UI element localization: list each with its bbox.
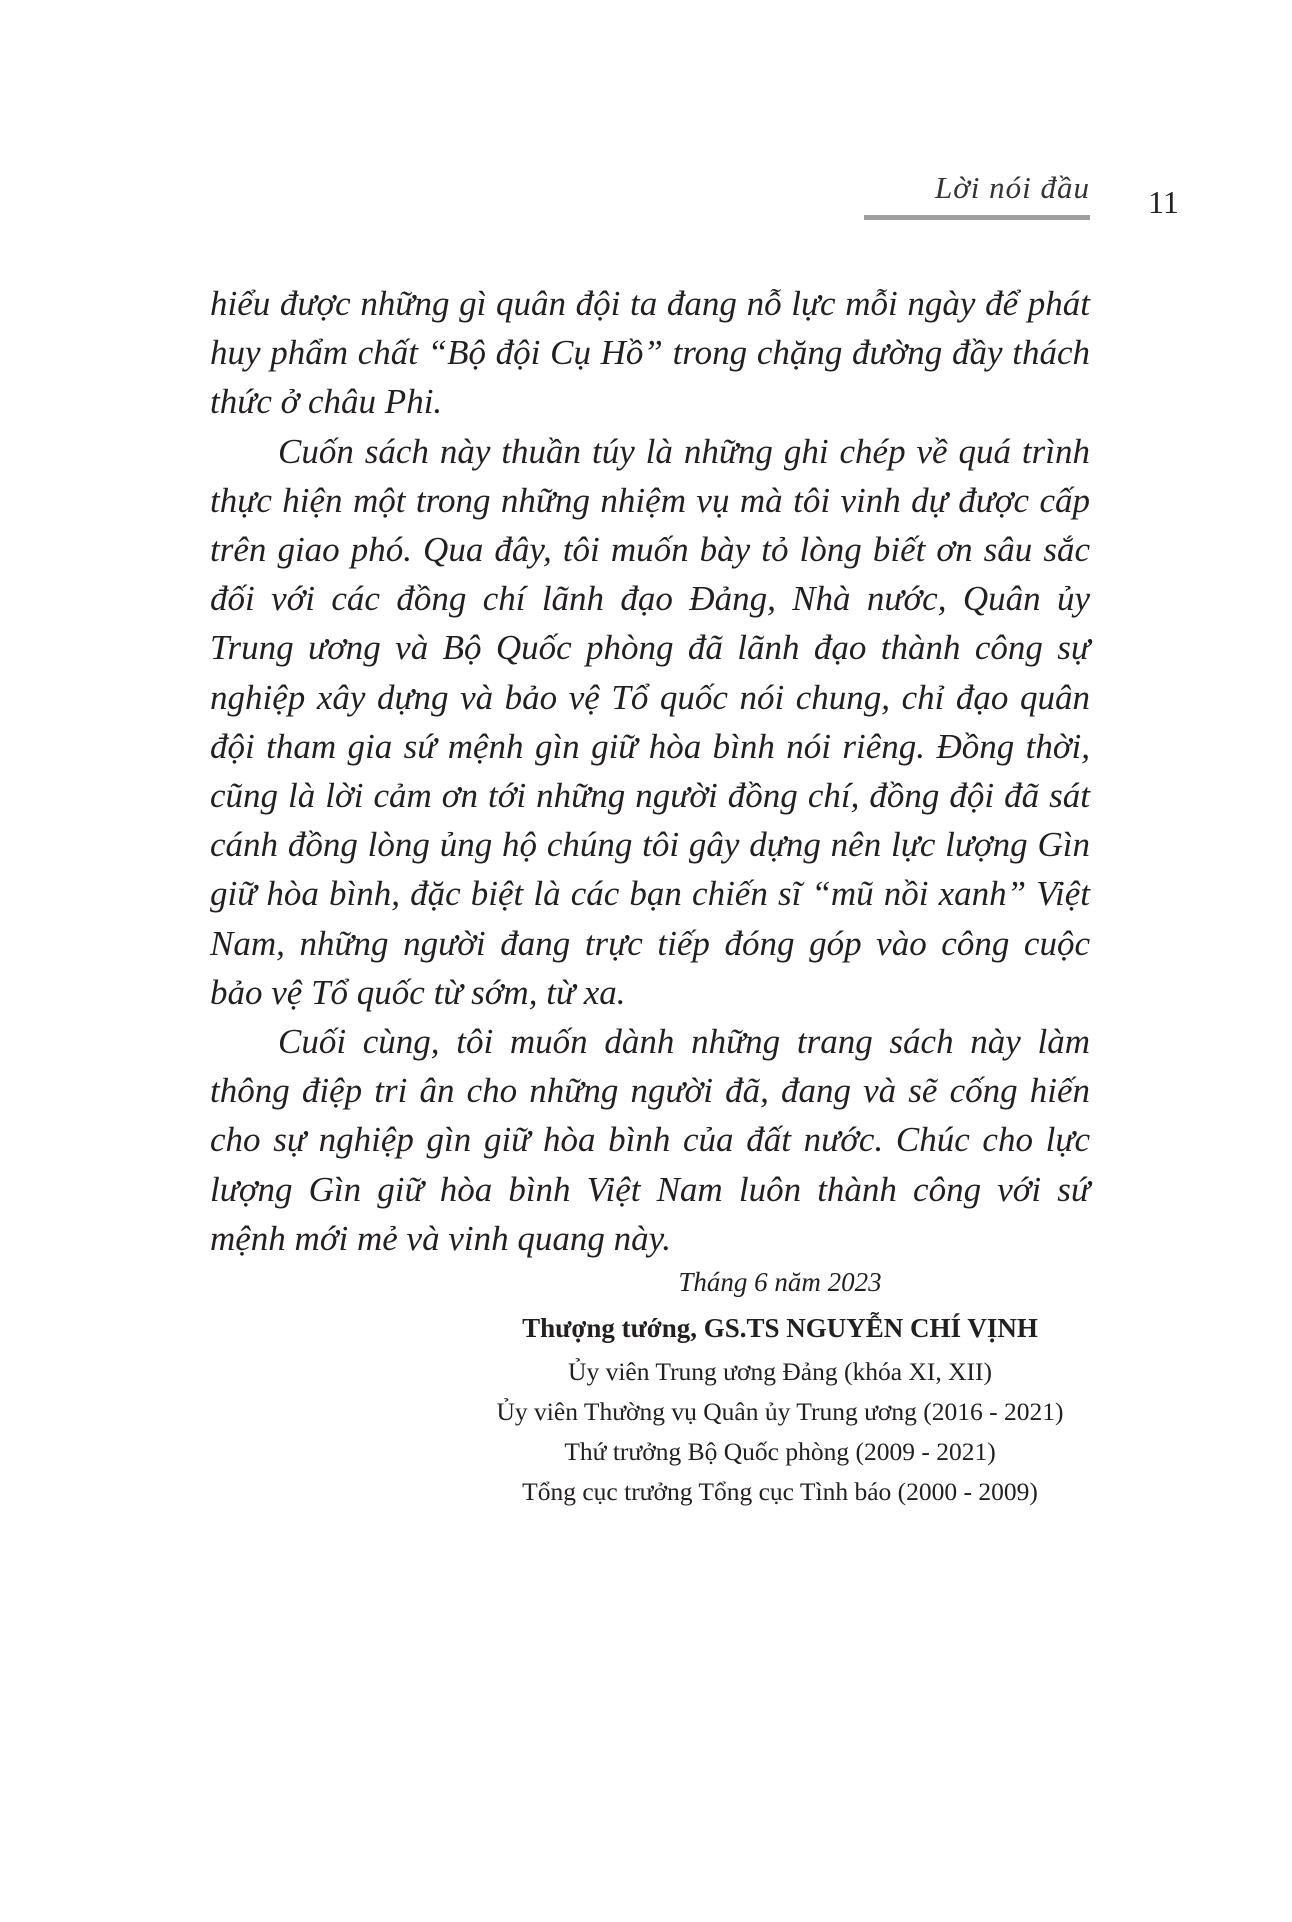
body-text	[210, 279, 1090, 1263]
paragraph-acknowledgements: Cuốn sách này thuần túy là những ghi chép về quá trình thực hiện một trong những nhiệm vụ mà tôi vinh dự được cấp trên giao phó. Qua đây, tôi muốn bày tỏ lòng biết ơn sâu sắc đối với các đồng chí lãnh đạo Đảng, Nhà nước, Quân ủy Trung ương và Bộ Quốc phòng đã lãnh đạo thành công sự nghiệp xây dựng và bảo vệ Tổ quốc nói chung, chỉ đạo quân đội tham gia sứ mệnh gìn giữ hòa bình nói riêng. Đồng thời, cũng là lời cảm ơn tới những người đồng chí, đồng đội đã sát cánh đồng lòng ủng hộ chúng tôi gây dựng nên lực lượng Gìn giữ hòa bình, đặc biệt là các bạn chiến sĩ “mũ nồi xanh” Việt Nam, những người đang trực tiếp đóng góp vào công cuộc bảo vệ Tổ quốc từ sớm, từ xa.	[210, 431, 1090, 1012]
signature-role: Ủy viên Thường vụ Quân ủy Trung ương (2016 - 2021)	[496, 1397, 1064, 1426]
signature-role: Ủy viên Trung ương Đảng (khóa XI, XII)	[568, 1357, 992, 1386]
paragraph-closing: Cuối cùng, tôi muốn dành những trang sách này làm thông điệp tri ân cho những người đã, đang và sẽ cống hiến cho sự nghiệp gìn giữ hòa bình của đất nước. Chúc cho lực lượng Gìn giữ hòa bình Việt Nam luôn thành công với sứ mệnh mới mẻ và vinh quang này.	[210, 1022, 1090, 1258]
paragraph-continued: hiểu được những gì quân đội ta đang nỗ lực mỗi ngày để phát huy phẩm chất “Bộ đội Cụ Hồ” trong chặng đường đầy thách thức ở châu Phi.	[210, 284, 1090, 422]
page-number: 11	[1148, 184, 1179, 220]
running-header-chapter-title: Lời nói đầu	[934, 170, 1090, 205]
signature-date: Tháng 6 năm 2023	[678, 1267, 882, 1297]
signature-role: Thứ trưởng Bộ Quốc phòng (2009 - 2021)	[564, 1437, 996, 1466]
signature-name: Thượng tướng, GS.TS NGUYỄN CHÍ VỊNH	[522, 1313, 1038, 1343]
signature-block	[470, 1262, 1090, 1512]
header-rule	[864, 215, 1090, 220]
signature-role: Tổng cục trưởng Tổng cục Tình báo (2000 - 2009)	[522, 1477, 1038, 1506]
